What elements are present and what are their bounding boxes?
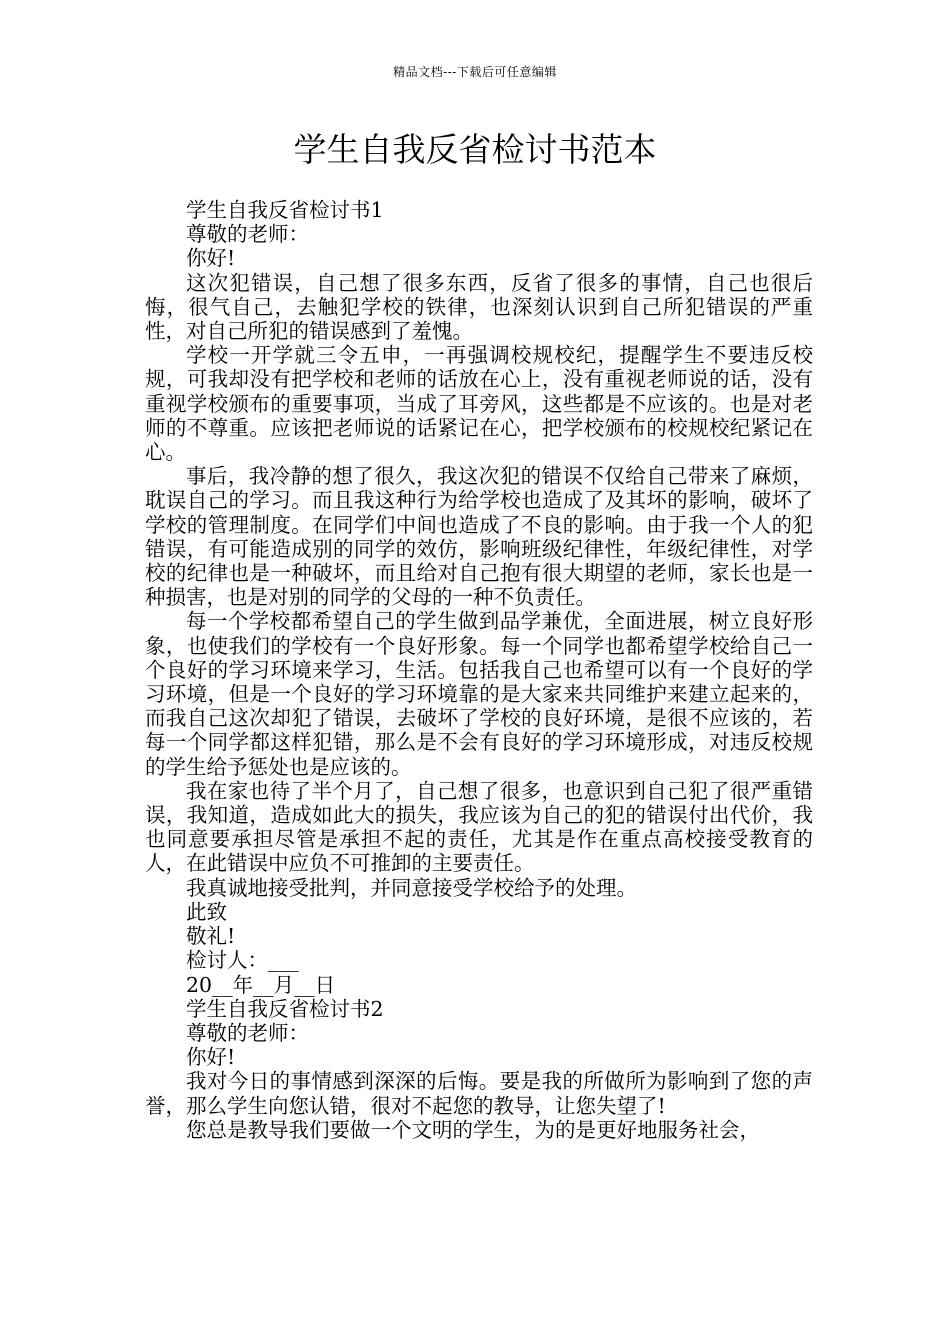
paragraph: 我对今日的事情感到深深的后悔。要是我的所做所为影响到了您的声誉，那么学生向您认错，很对不起您的教导，让您失望了! [145, 1069, 813, 1118]
paragraph: 学生自我反省检讨书1 [186, 198, 384, 222]
paragraph: 尊敬的老师： [186, 1020, 309, 1045]
paragraph: 这次犯错误，自己想了很多东西，反省了很多的事情，自己也很后悔，很气自己，去触犯学校的铁律，也深刻认识到自己所犯错误的严重性，对自己所犯的错误感到了羞愧。 [145, 270, 813, 344]
paragraph: 你好! [186, 1045, 236, 1070]
paragraph: 尊敬的老师： [186, 222, 309, 247]
paragraph: 事后，我冷静的想了很久，我这次犯的错误不仅给自己带来了麻烦，耽误自己的学习。而且我这种行为给学校也造成了及其坏的影响，破坏了学校的管理制度。在同学们中间也造成了不良的影响。由于我一个人的犯错误，有可能造成别的同学的效仿，影响班级纪律性，年级纪律性，对学校的纪律也是一种破坏，而且给对自己抱有很大期望的老师，家长也是一种损害，也是对别的同学的父母的一种不负责任。 [145, 464, 813, 610]
document-body [145, 198, 813, 1142]
paragraph: 20__年__月__日 [186, 972, 336, 997]
paragraph: 你好! [186, 246, 236, 271]
header-note: 精品文档---下载后可任意编辑 [393, 65, 557, 79]
paragraph: 敬礼! [186, 924, 236, 949]
paragraph: 此致 [186, 899, 227, 924]
paragraph: 检讨人：___ [186, 948, 299, 973]
paragraph: 每一个学校都希望自己的学生做到品学兼优，全面进展，树立良好形象，也使我们的学校有一个良好形象。每一个同学也都希望学校给自己一个良好的学习环境来学习，生活。包括我自己也希望可以有一个良好的学习环境，但是一个良好的学习环境靠的是大家来共同维护来建立起来的，而我自己这次却犯了错误，去破坏了学校的良好环境，是很不应该的，若每一个同学都这样犯错，那么是不会有良好的学习环境形成，对违反校规的学生给予惩处也是应该的。 [145, 609, 813, 779]
paragraph: 您总是教导我们要做一个文明的学生，为的是更好地服务社会， [186, 1117, 760, 1142]
paragraph: 我在家也待了半个月了，自己想了很多，也意识到自己犯了很严重错误，我知道，造成如此大的损失，我应该为自己的犯的错误付出代价，我也同意要承担尽管是承担不起的责任，尤其是作在重点高校接受教育的人，在此错误中应负不可推卸的主要责任。 [145, 778, 813, 876]
paragraph: 学校一开学就三令五申，一再强调校规校纪，提醒学生不要违反校规，可我却没有把学校和老师的话放在心上，没有重视老师说的话，没有重视学校颁布的重要事项，当成了耳旁风，这些都是不应该的。也是对老师的不尊重。应该把老师说的话紧记在心，把学校颁布的校规校纪紧记在心。 [145, 343, 813, 465]
paragraph: 我真诚地接受批判，并同意接受学校给予的处理。 [186, 875, 637, 900]
document-title: 学生自我反省检讨书范本 [293, 130, 657, 169]
paragraph: 学生自我反省检讨书2 [186, 996, 384, 1021]
